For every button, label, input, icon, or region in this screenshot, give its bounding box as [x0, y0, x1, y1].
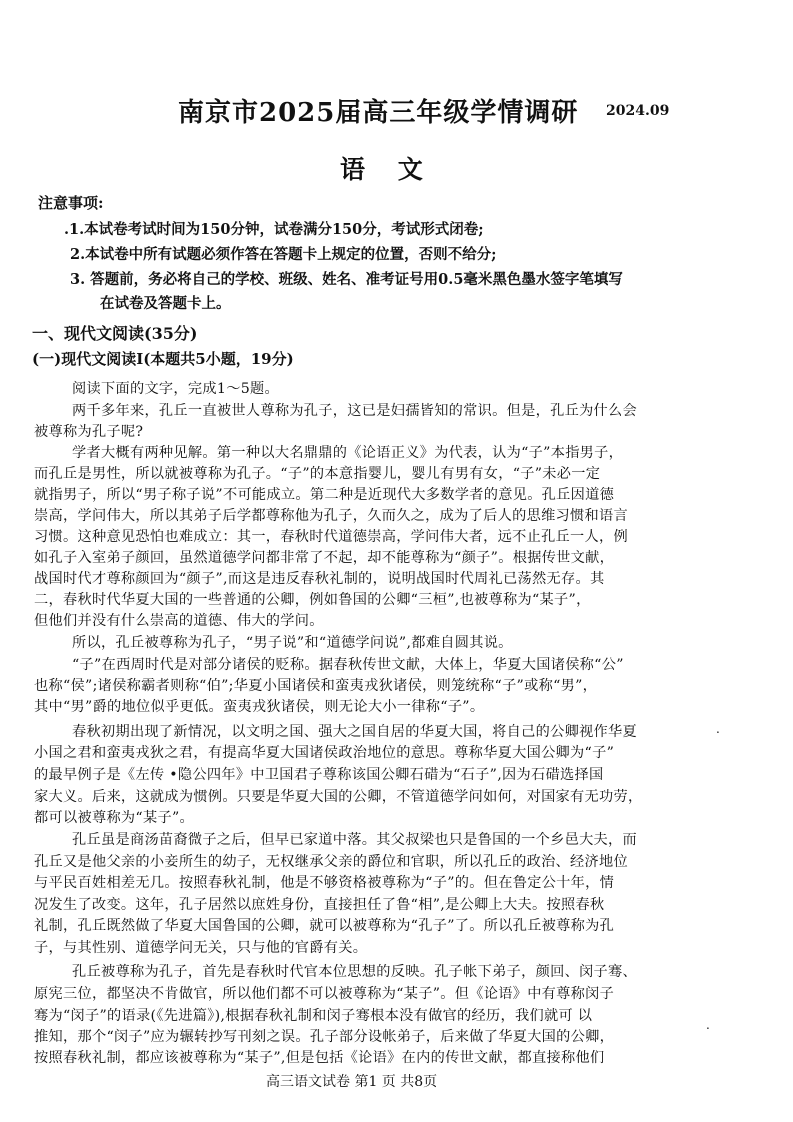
passage-line: 况发生了改变。这年，孔子居然以庶姓身份，直接担任了鲁“相”,是公卿上大夫。按照春秋: [34, 897, 605, 913]
passage-line: 与平民百姓相差无几。按照春秋礼制，他是不够资格被尊称为“子”的。但在鲁定公十年，情: [34, 875, 615, 891]
passage-line: 春秋初期出现了新情况，以文明之国、强大之国自居的华夏大国，将自己的公卿视作华夏: [72, 724, 638, 740]
passage-line: 骞为“闵子”的语录(《先进篇》),根据春秋礼制和闵子骞根本没有做官的经历，我们就可 以: [34, 1008, 593, 1024]
passage-line: 原宪三位，都坚决不肯做官，所以他们都不可以被尊称为“某子”。但《论语》中有尊称闵子: [34, 986, 615, 1002]
passage-line: 孔丘又是他父亲的小妾所生的幼子，无权继承父亲的爵位和官职，所以孔丘的政治、经济地位: [34, 854, 628, 870]
passage-line: 二，春秋时代华夏大国的一些普通的公卿，例如鲁国的公卿“三桓”,也被尊称为“某子”，: [34, 592, 591, 608]
page-footer: 高三语文试卷 第1 页 共8页: [266, 1074, 438, 1090]
passage-line: 习惯。这种意见恐怕也难成立：其一，春秋时代道德崇高，学问伟大者，远不止孔丘一人，例: [34, 529, 628, 545]
passage-line: 推知，那个“闵子”应为辗转抄写刊刻之误。孔子部分设帐弟子，后来做了华夏大国的公卿，: [34, 1029, 615, 1045]
passage-line: 小国之君和蛮夷戎狄之君，有提高华夏大国诸侯政治地位的意思。尊称华夏大国公卿为“子”: [34, 745, 615, 761]
margin-mark: .: [716, 722, 720, 736]
passage-line: 也称“侯”;诸侯称霸者则称“伯”;华夏小国诸侯和蛮夷戎狄诸侯，则笼统称“子”或称“男”，: [34, 678, 598, 694]
passage-line: 学者大概有两种见解。第一种以大名鼎鼎的《论语正义》为代表，认为“子”本指男子，: [72, 445, 624, 461]
subject-title: 语 文: [340, 155, 435, 184]
subsection-title: (一)现代文阅读I(本题共5小题，19分): [32, 350, 294, 368]
passage-line: 其中“男”爵的地位似乎更低。蛮夷戎狄诸侯，则无论大小一律称“子”。: [34, 699, 485, 715]
passage-line: 都可以被尊称为“某子”。: [34, 810, 194, 826]
passage-line: 两千多年来，孔丘一直被世人尊称为孔子，这已是妇孺皆知的常识。但是，孔丘为什么会: [72, 403, 638, 419]
passage-line: 子，与其性别、道德学问无关，只与他的官爵有关。: [34, 940, 368, 956]
section-title: 一、现代文阅读(35分): [32, 324, 198, 343]
instruction: 阅读下面的文字，完成1～5题。: [72, 381, 279, 397]
margin-mark: .: [706, 1018, 710, 1032]
passage-line: 所以，孔丘被尊称为孔子，“男子说”和“道德学问说”,都难自圆其说。: [72, 635, 513, 651]
passage-line: 而孔丘是男性，所以就被尊称为孔子。“子”的本意指婴儿，婴儿有男有女，“子”未必一定: [34, 466, 601, 482]
passage-line: 孔丘虽是商汤苗裔微子之后，但早已家道中落。其父叔梁也只是鲁国的一个乡邑大夫，而: [72, 832, 638, 848]
passage-line: 的最早例子是《左传 •隐公四年》中卫国君子尊称该国公卿石碏为“石子”,因为石碏选择国: [34, 767, 604, 783]
passage-line: 如孔子入室弟子颜回，虽然道德学问都非常了不起，却不能尊称为“颜子”。根据传世文献，: [34, 550, 615, 566]
exam-date: 2024.09: [606, 103, 670, 119]
passage-line: 战国时代才尊称颜回为“颜子”,而这是违反春秋礼制的，说明战国时代周礼已荡然无存。其: [34, 571, 605, 587]
passage-line: 家大义。后来，这就成为惯例。只要是华夏大国的公卿，不管道德学问如何，对国家有无功劳，: [34, 789, 643, 805]
notice-item-3-cont: 在试卷及答题卡上。: [100, 295, 231, 312]
exam-title: 南京市2025届高三年级学情调研: [178, 98, 579, 128]
passage-line: 就指男子，所以“男子称子说”不可能成立。第二种是近现代大多数学者的意见。孔丘因道德: [34, 487, 615, 503]
passage-line: 但他们并没有什么崇高的道德、伟大的学问。: [34, 613, 324, 629]
notice-item-2: 2.本试卷中所有试题必须作答在答题卡上规定的位置，否则不给分;: [70, 246, 497, 263]
passage-line: 礼制，孔丘既然做了华夏大国鲁国的公卿，就可以被尊称为“孔子”了。所以孔丘被尊称为孔: [34, 918, 615, 934]
passage-line: 被尊称为孔子呢?: [34, 424, 144, 440]
passage-line: 崇高，学问伟大，所以其弟子后学都尊称他为孔子，久而久之，成为了后人的思维习惯和语言: [34, 508, 628, 524]
notice-item-1: .1.本试卷考试时间为150分钟，试卷满分150分，考试形式闭卷;: [64, 221, 484, 238]
passage-line: 按照春秋礼制，都应该被尊称为“某子”,但是包括《论语》在内的传世文献，都直接称他们: [34, 1050, 605, 1066]
passage-line: “子”在西周时代是对部分诸侯的贬称。据春秋传世文献，大体上，华夏大国诸侯称“公”: [72, 657, 624, 673]
notice-item-3: 3. 答题前，务必将自己的学校、班级、姓名、准考证号用0.5毫米黑色墨水签字笔填写: [70, 271, 623, 288]
passage-line: 孔丘被尊称为孔子，首先是春秋时代官本位思想的反映。孔子帐下弟子，颜回、闵子骞、: [72, 964, 638, 980]
notice-heading: 注意事项:: [38, 194, 104, 212]
